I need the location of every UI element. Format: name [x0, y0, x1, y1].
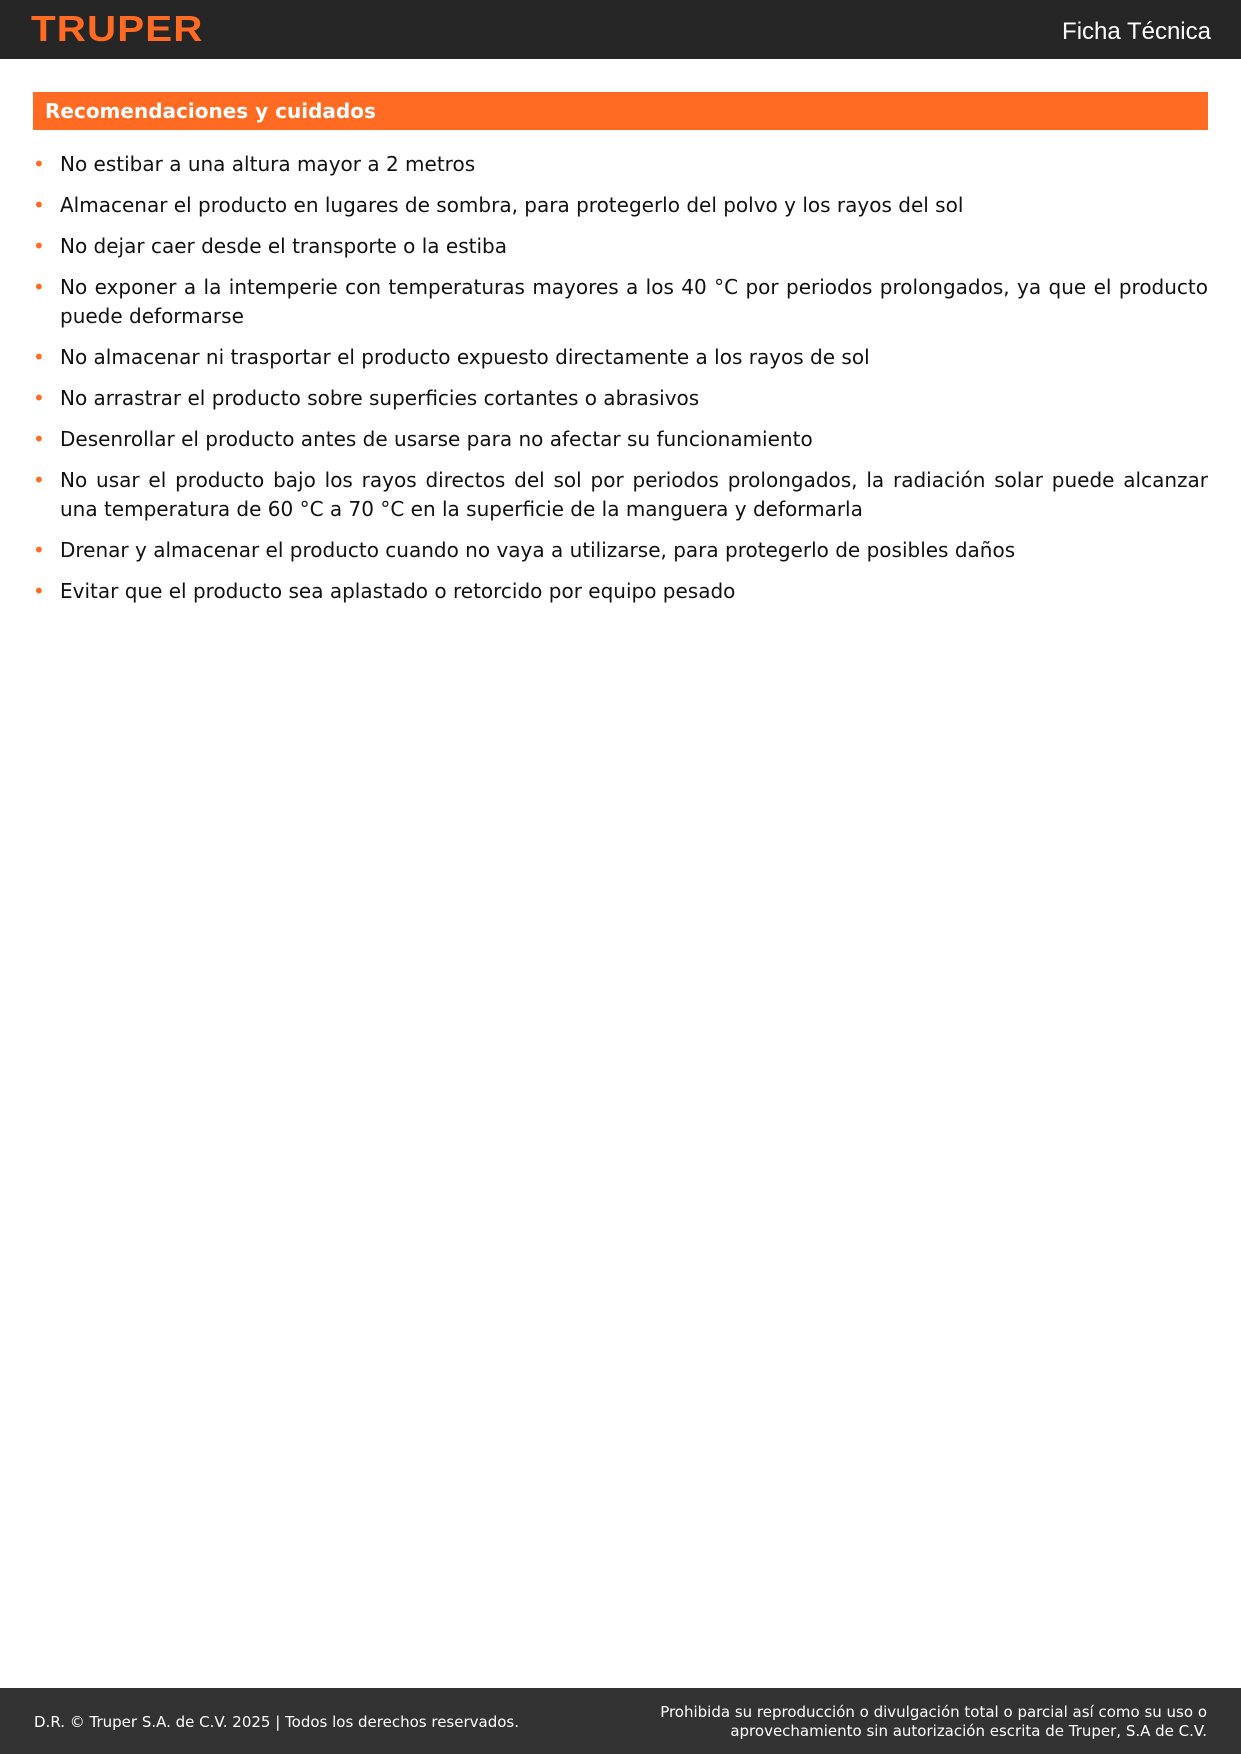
page-header: [0, 0, 1241, 59]
list-item: [33, 536, 1208, 565]
list-item: [33, 343, 1208, 372]
list-item-text: Evitar que el producto sea aplastado o retorcido por equipo pesado: [60, 579, 736, 603]
list-item-text: No arrastrar el producto sobre superficies cortantes o abrasivos: [60, 386, 700, 410]
bullet-icon: •: [33, 193, 45, 217]
list-item: [33, 273, 1208, 331]
list-item: [33, 232, 1208, 261]
list-item-text: No estibar a una altura mayor a 2 metros: [60, 152, 476, 176]
bullet-icon: •: [33, 345, 45, 369]
bullet-icon: •: [33, 234, 45, 258]
list-item: [33, 150, 1208, 179]
list-item-text: No exponer a la intemperie con temperaturas mayores a los 40 °C por periodos prolongados, ya que el producto puede deformarse: [60, 275, 1208, 328]
bullet-icon: •: [33, 386, 45, 410]
bullet-icon: •: [33, 579, 45, 603]
bullet-icon: •: [33, 152, 45, 176]
document-type: Ficha Técnica: [1062, 18, 1211, 45]
bullet-icon: •: [33, 427, 45, 451]
page-footer: [0, 1688, 1241, 1754]
list-item: [33, 384, 1208, 413]
bullet-icon: •: [33, 538, 45, 562]
list-item: [33, 425, 1208, 454]
bullet-icon: •: [33, 275, 45, 299]
reproduction-notice: Prohibida su reproducción o divulgación total o parcial así como su uso o aprovechamiento sin autorización escrita de Truper, S.A de C.V.: [660, 1703, 1207, 1740]
truper-logo: TRUPER: [31, 8, 204, 49]
list-item-text: No dejar caer desde el transporte o la estiba: [60, 234, 507, 258]
list-item-text: Almacenar el producto en lugares de sombra, para protegerlo del polvo y los rayos del sol: [60, 193, 964, 217]
list-item: [33, 191, 1208, 220]
bullet-icon: •: [33, 468, 45, 492]
list-item: [33, 577, 1208, 606]
copyright-text: D.R. © Truper S.A. de C.V. 2025 | Todos los derechos reservados.: [34, 1713, 519, 1731]
list-item-text: Desenrollar el producto antes de usarse para no afectar su funcionamiento: [60, 427, 813, 451]
recommendations-list: [33, 150, 1208, 618]
list-item: [33, 466, 1208, 524]
list-item-text: No usar el producto bajo los rayos directos del sol por periodos prolongados, la radiación solar puede alcanzar una temperatura de 60 °C a 70 °C en la superficie de la manguera y deformarla: [60, 468, 1208, 521]
section-title: Recomendaciones y cuidados: [33, 92, 1208, 130]
list-item-text: No almacenar ni trasportar el producto expuesto directamente a los rayos de sol: [60, 345, 870, 369]
list-item-text: Drenar y almacenar el producto cuando no vaya a utilizarse, para protegerlo de posibles daños: [60, 538, 1016, 562]
